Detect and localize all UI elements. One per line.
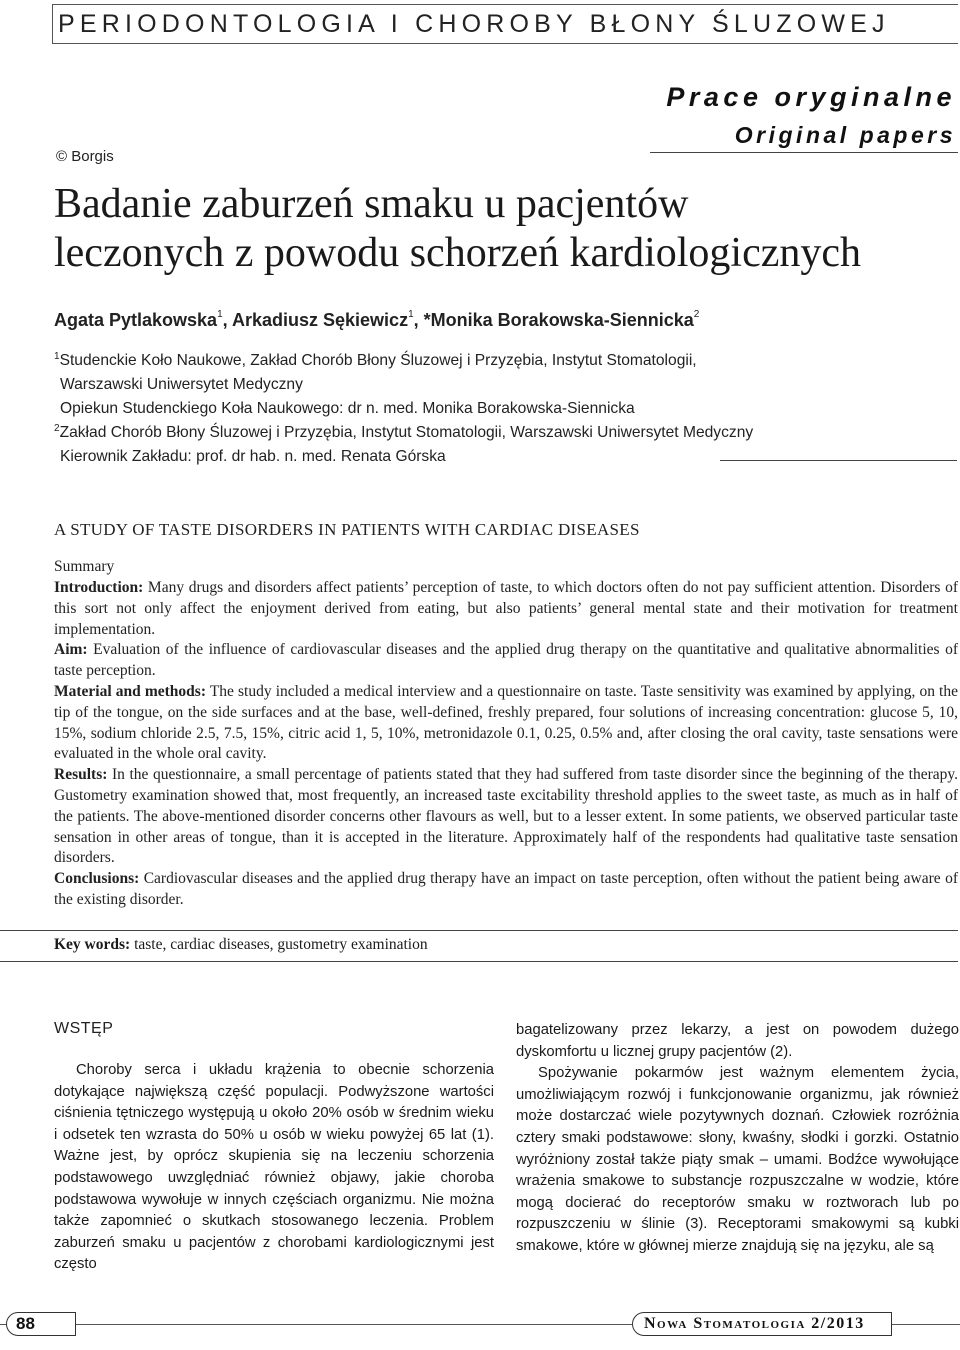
author-affiliation-mark: 2 [693,309,700,320]
author-name: *Monika Borakowska-Siennicka [423,310,694,330]
journal-section-title: PERIODONTOLOGIA I CHOROBY BŁONY ŚLUZOWEJ [58,10,890,38]
author-affiliation-mark: 1 [217,309,223,320]
publisher-label: © Borgis [56,148,114,165]
body-paragraph: Spożywanie pokarmów jest ważnym elementem życia, umożliwiającym rozwój i funkcjonowanie organizmu, jak również może dostarczać wiele pozytywnych doznań. Człowiek rozróżnia cztery smaki podstawowe: słony, kwaśny, słodki i gorzki. Ostatnio wyróżniony został także piąty smak – umami. Bodźce wywołujące wrażenia smakowe to substancje rozpuszczalne w wodzie, które mogą docierać do receptorów smaku w roztworach lub po rozpuszczeniu w ślinie (3). Receptorami smakowymi są kubki smakowe, które w głównej mierze znajdują się na języku, ale są [516,1065,959,1254]
affiliation-1-line: $^1$Studenckie Koło Naukowe, Zakład Chorób Błony Śluzowej i Przyzębia, Instytut Stomatologii, [54,351,697,369]
category-english: Original papers [734,122,956,148]
author-affiliation-mark: 1 [408,309,414,320]
keywords-line [54,936,428,954]
keywords-text: taste, cardiac diseases, gustometry examination [134,936,428,953]
article-title [54,180,959,278]
title-line: Badanie zaburzeń smaku u pacjentów [54,181,689,227]
journal-name: Nowa Stomatologia 2/2013 [644,1315,865,1332]
summary-label: Summary [54,558,115,575]
author-list: Agata Pytlakowska$^1$, Arkadiusz Sękiewicz$^1$, *Monika Borakowska-Siennicka$^2$ [54,309,700,330]
affiliation-mark: 1 [54,351,60,362]
affiliation-rule [720,460,957,461]
body-column-right [516,1020,959,1258]
author-name: Arkadiusz Sękiewicz [231,310,409,330]
affiliation-2-head: Kierownik Zakładu: prof. dr hab. n. med. Renata Górska [60,448,446,465]
summary-paragraph: Conclusions: Cardiovascular diseases and the applied drug therapy have an impact on taste perception, often without the patient being aware of the existing disorder. [54,870,958,908]
affiliation-mark: 2 [54,423,60,434]
author-name: Agata Pytlakowska [54,310,218,330]
summary-paragraph: Aim: Evaluation of the influence of cardiovascular diseases and the applied drug therapy on the quantitative and qualitative abnormalities of taste perception. [54,641,958,680]
category-rule [650,152,958,153]
english-title: A STUDY OF TASTE DISORDERS IN PATIENTS WITH CARDIAC DISEASES [54,520,640,539]
body-paragraph: Choroby serca i układu krążenia to obecnie schorzenia dotykające największą część populacji. Podwyższone wartości ciśnienia tętniczego występują u około 20% osób w średnim wieku i odsetek ten wzrasta do 50% u osób w wieku powyżej 65 lat (1). Ważne jest, by oprócz skupienia się na leczeniu schorzenia podstawowego uwzględniać również objawy, jakie choroba podstawowa wywołuje w innych częściach organizmu. Nie można także zapomnieć o skutkach stosowanego leczenia. Problem zaburzeń smaku u pacjentów z chorobami kardiologicznymi jest często [54,1062,494,1273]
affiliation-1-supervisor: Opiekun Studenckiego Koła Naukowego: dr n. med. Monika Borakowska-Siennicka [60,400,635,417]
affiliation-1-line: Warszawski Uniwersytet Medyczny [60,376,303,393]
keywords-label: Key words: [54,936,131,953]
category-polish: Prace oryginalne [666,82,956,112]
summary-paragraph: Material and methods: The study included a medical interview and a questionnaire on taste. Taste sensitivity was examined by applying, on the tip of the tongue, on the side surfaces and at the base, well-defined, freshly prepared, four solutions of increasing concentration: glucose 5, 10, 15%, sodium chloride 2.5, 7.5, 15%, citric acid 1, 5, 10%, metronidazole 0.1, 0.25, 0.5% and, after closing the oral cavity, taste sensations were evaluated in the whole oral cavity. [54,682,958,763]
body-paragraph: bagatelizowany przez lekarzy, a jest on powodem dużego dyskomfortu u licznej grupy pacjentów (2). [516,1022,959,1060]
title-line: leczonych z powodu schorzeń kardiologicznych [54,230,862,276]
summary-paragraph: Results: In the questionnaire, a small percentage of patients stated that they had suffered from taste disorder since the beginning of the therapy. Gustometry examination showed that, most frequently, an increased taste excitability threshold applies to the sweet taste, as much as in half of the patients. The above-mentioned disorder concerns other flavours as well, but to a lesser extent. In some patients, we observed particular taste sensation in other areas of tongue, than it is accepted in the literature. Approximately half of the respondents had qualitative taste sensation disorders. [54,766,959,867]
section-heading: WSTĘP [54,1020,114,1037]
summary-paragraph: Introduction: Many drugs and disorders affect patients’ perception of taste, to which doctors often do not pay sufficient attention. Disorders of this sort not only affect the enjoyment derived from eating, but also patients’ general mental state and their motivation for treatment implementation. [54,579,959,638]
page-number: 88 [16,1314,35,1333]
body-column-left [54,1020,494,1276]
summary-block [54,520,958,911]
affiliation-2-line: $^2$Zakład Chorób Błony Śluzowej i Przyzębia, Instytut Stomatologii, Warszawski Uniwersytet Medyczny [54,423,754,441]
